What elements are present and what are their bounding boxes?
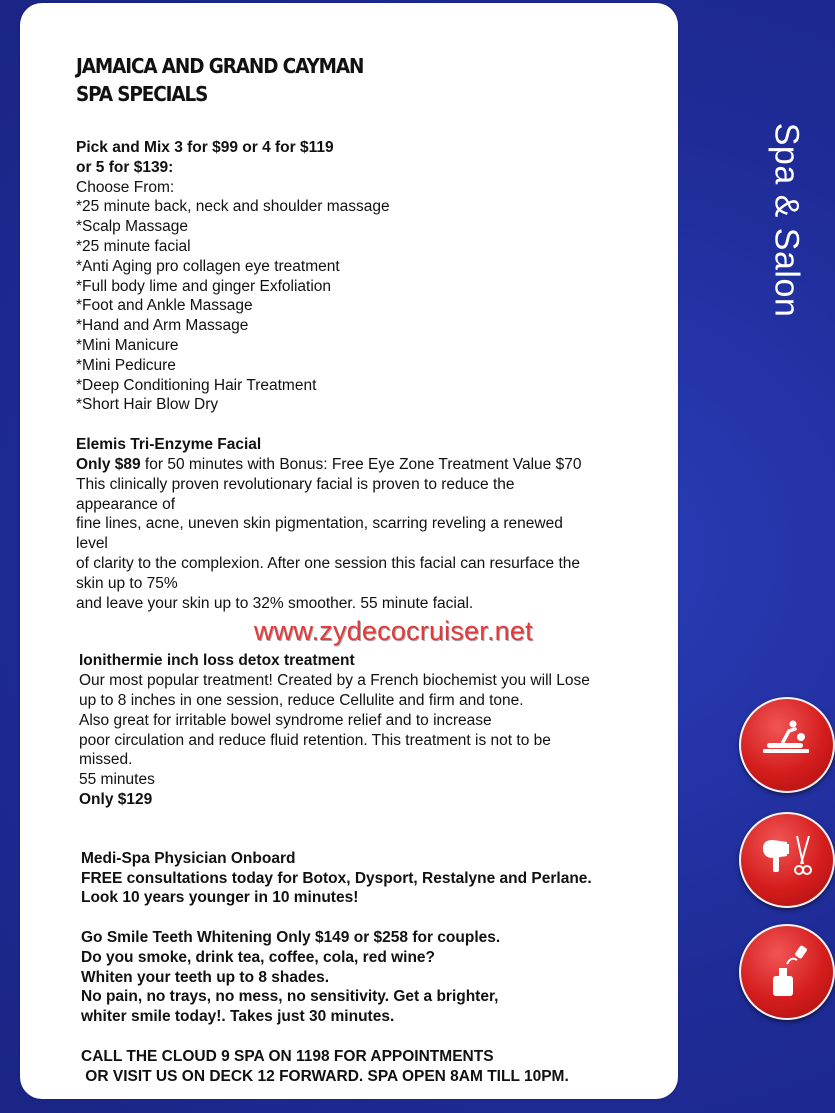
title-line-2: SPA SPECIALS — [76, 82, 208, 106]
medi-spa-line: Medi-Spa Physician Onboard — [81, 849, 296, 867]
list-item: *Anti Aging pro collagen eye treatment — [76, 257, 340, 275]
title-line-1: JAMAICA AND GRAND CAYMAN — [76, 54, 364, 78]
hair-dryer-scissors-icon — [757, 830, 817, 890]
call-section — [81, 1047, 666, 1087]
massage-icon — [757, 715, 817, 775]
ionithermie-line: Also great for irritable bowel syndrome relief and to increase — [79, 711, 492, 729]
choose-from-label: Choose From: — [76, 178, 175, 196]
smile-line: Whiten your teeth up to 8 shades. — [81, 968, 330, 986]
smile-line: Go Smile Teeth Whitening Only $149 or $258 for couples. — [81, 929, 501, 947]
list-item: *Full body lime and ginger Exfoliation — [76, 277, 332, 295]
elemis-description-line: appearance of — [76, 495, 176, 513]
flyer-content — [76, 52, 666, 1087]
sidebar-title-text: Spa & Salon — [767, 122, 806, 317]
smile-line: No pain, no trays, no mess, no sensitivity. Get a brighter, — [81, 988, 499, 1006]
list-item: *25 minute facial — [76, 237, 191, 255]
nail-polish-icon-button — [739, 924, 835, 1020]
teeth-whitening-section — [81, 928, 666, 1027]
ionithermie-line: up to 8 inches in one session, reduce Cellulite and firm and tone. — [79, 691, 524, 709]
list-item: *Short Hair Blow Dry — [76, 396, 219, 414]
list-item: *Mini Manicure — [76, 336, 179, 354]
list-item: *Deep Conditioning Hair Treatment — [76, 376, 317, 394]
elemis-description-line: skin up to 75% — [76, 574, 178, 592]
elemis-description-line: fine lines, acne, uneven skin pigmentation, scarring reveling a renewed — [76, 515, 563, 533]
pick-mix-section — [76, 138, 666, 415]
ionithermie-line: 55 minutes — [79, 771, 155, 789]
elemis-offer-text: for 50 minutes with Bonus: Free Eye Zone Treatment Value $70 — [140, 455, 582, 473]
smile-line: whiter smile today!. Takes just 30 minutes. — [81, 1008, 395, 1026]
nail-polish-icon — [757, 942, 817, 1002]
medi-spa-section — [81, 849, 666, 908]
elemis-section — [76, 435, 666, 613]
list-item: *Hand and Arm Massage — [76, 317, 249, 335]
elemis-description-line: level — [76, 535, 108, 553]
elemis-description-line: This clinically proven revolutionary facial is proven to reduce the — [76, 475, 515, 493]
elemis-title: Elemis Tri-Enzyme Facial — [76, 436, 262, 454]
list-item: *Foot and Ankle Massage — [76, 297, 253, 315]
list-item: *Mini Pedicure — [76, 356, 176, 374]
ionithermie-line: missed. — [79, 751, 133, 769]
call-line: CALL THE CLOUD 9 SPA ON 1198 FOR APPOINTMENTS — [81, 1048, 494, 1066]
ionithermie-line: poor circulation and reduce fluid retention. This treatment is not to be — [79, 731, 551, 749]
medi-spa-line: FREE consultations today for Botox, Dysport, Restalyne and Perlane. — [81, 869, 592, 887]
ionithermie-title: Ionithermie inch loss detox treatment — [79, 652, 355, 670]
massage-icon-button — [739, 697, 835, 793]
ionithermie-line: Our most popular treatment! Created by a French biochemist you will Lose — [79, 672, 590, 690]
watermark-url: www.zydecocruiser.net — [254, 616, 533, 646]
pick-mix-headline: Pick and Mix 3 for $99 or 4 for $119 — [76, 139, 334, 156]
pick-mix-headline-2: or 5 for $139: — [76, 158, 174, 176]
sidebar-title — [768, 92, 804, 347]
elemis-price: Only $89 — [76, 455, 141, 473]
elemis-description-line: of clarity to the complexion. After one session this facial can resurface the — [76, 554, 581, 572]
call-line: OR VISIT US ON DECK 12 FORWARD. SPA OPEN 8AM TILL 10PM. — [81, 1067, 569, 1085]
elemis-offer — [76, 455, 666, 475]
ionithermie-price: Only $129 — [79, 790, 153, 808]
elemis-description-line: and leave your skin up to 32% smoother. 55 minute facial. — [76, 594, 474, 612]
hair-salon-icon-button — [739, 812, 835, 908]
ionithermie-section — [79, 651, 666, 809]
smile-line: Do you smoke, drink tea, coffee, cola, red wine? — [81, 948, 436, 966]
medi-spa-line: Look 10 years younger in 10 minutes! — [81, 889, 359, 907]
list-item: *Scalp Massage — [76, 218, 189, 236]
list-item: *25 minute back, neck and shoulder massage — [76, 198, 390, 216]
